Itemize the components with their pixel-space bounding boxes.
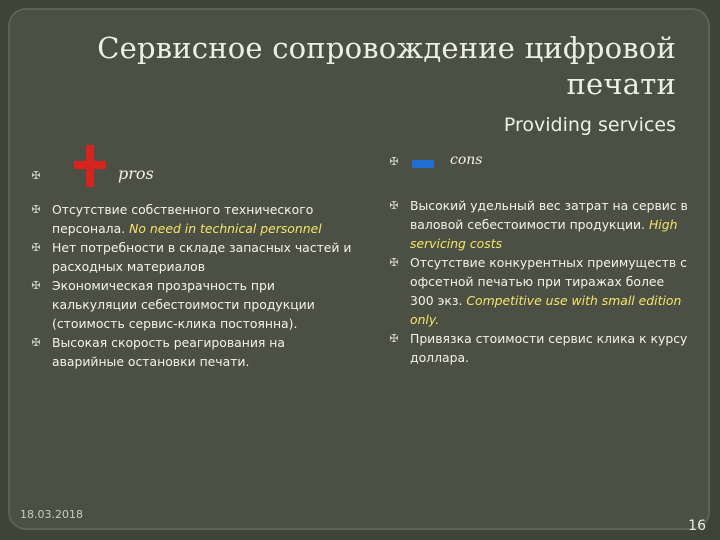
cons-header [388,150,688,196]
bullet-icon: ✠ [389,155,399,168]
bullet-icon: ✠ [389,199,399,212]
item-text: Экономическая прозрачность при калькуляции себестоимости продукции (стоимость сервис-клика постоянна). [52,278,315,331]
bullet-icon: ✠ [389,256,399,269]
plus-icon [74,145,106,187]
list-item [30,238,360,276]
list-item [388,196,688,253]
cons-label: cons [450,152,483,168]
minus-icon [412,160,434,168]
bullet-icon: ✠ [31,203,41,216]
slide-title: Сервисное сопровождение цифровой печати [97,31,676,101]
item-text: Нет потребности в складе запасных частей и расходных материалов [52,240,352,274]
slide-subtitle: Providing services [503,114,676,136]
bullet-icon: ✠ [31,336,41,349]
page-number: 16 [688,518,706,534]
pros-header [30,150,360,194]
pros-list [30,200,360,371]
list-item [388,253,688,329]
pros-column [30,150,360,371]
item-text: Отсутствие собственного технического персонала. [52,202,314,236]
bullet-icon: ✠ [31,169,41,182]
list-item [388,329,688,367]
list-item [30,200,360,238]
item-text: Отсутствие конкурентных преимуществ с офсетной печатью при тиражах более 300 экз. [410,255,687,308]
list-item [30,276,360,333]
slide-date: 18.03.2018 [20,508,83,521]
item-english: High servicing costs [410,217,678,251]
item-english: No need in technical personnel [129,221,322,236]
cons-list [388,196,688,367]
bullet-icon: ✠ [31,279,41,292]
bullet-icon: ✠ [31,241,41,254]
list-item [30,333,360,371]
item-text: Высокий удельный вес затрат на сервис в валовой себестоимости продукции. [410,198,688,232]
cons-column [388,150,688,367]
item-text: Привязка стоимости сервис клика к курсу доллара. [410,331,688,365]
pros-label: pros [118,164,154,183]
item-english: Competitive use with small edition only. [410,293,682,327]
bullet-icon: ✠ [389,332,399,345]
item-text: Высокая скорость реагирования на аварийные остановки печати. [52,335,285,369]
